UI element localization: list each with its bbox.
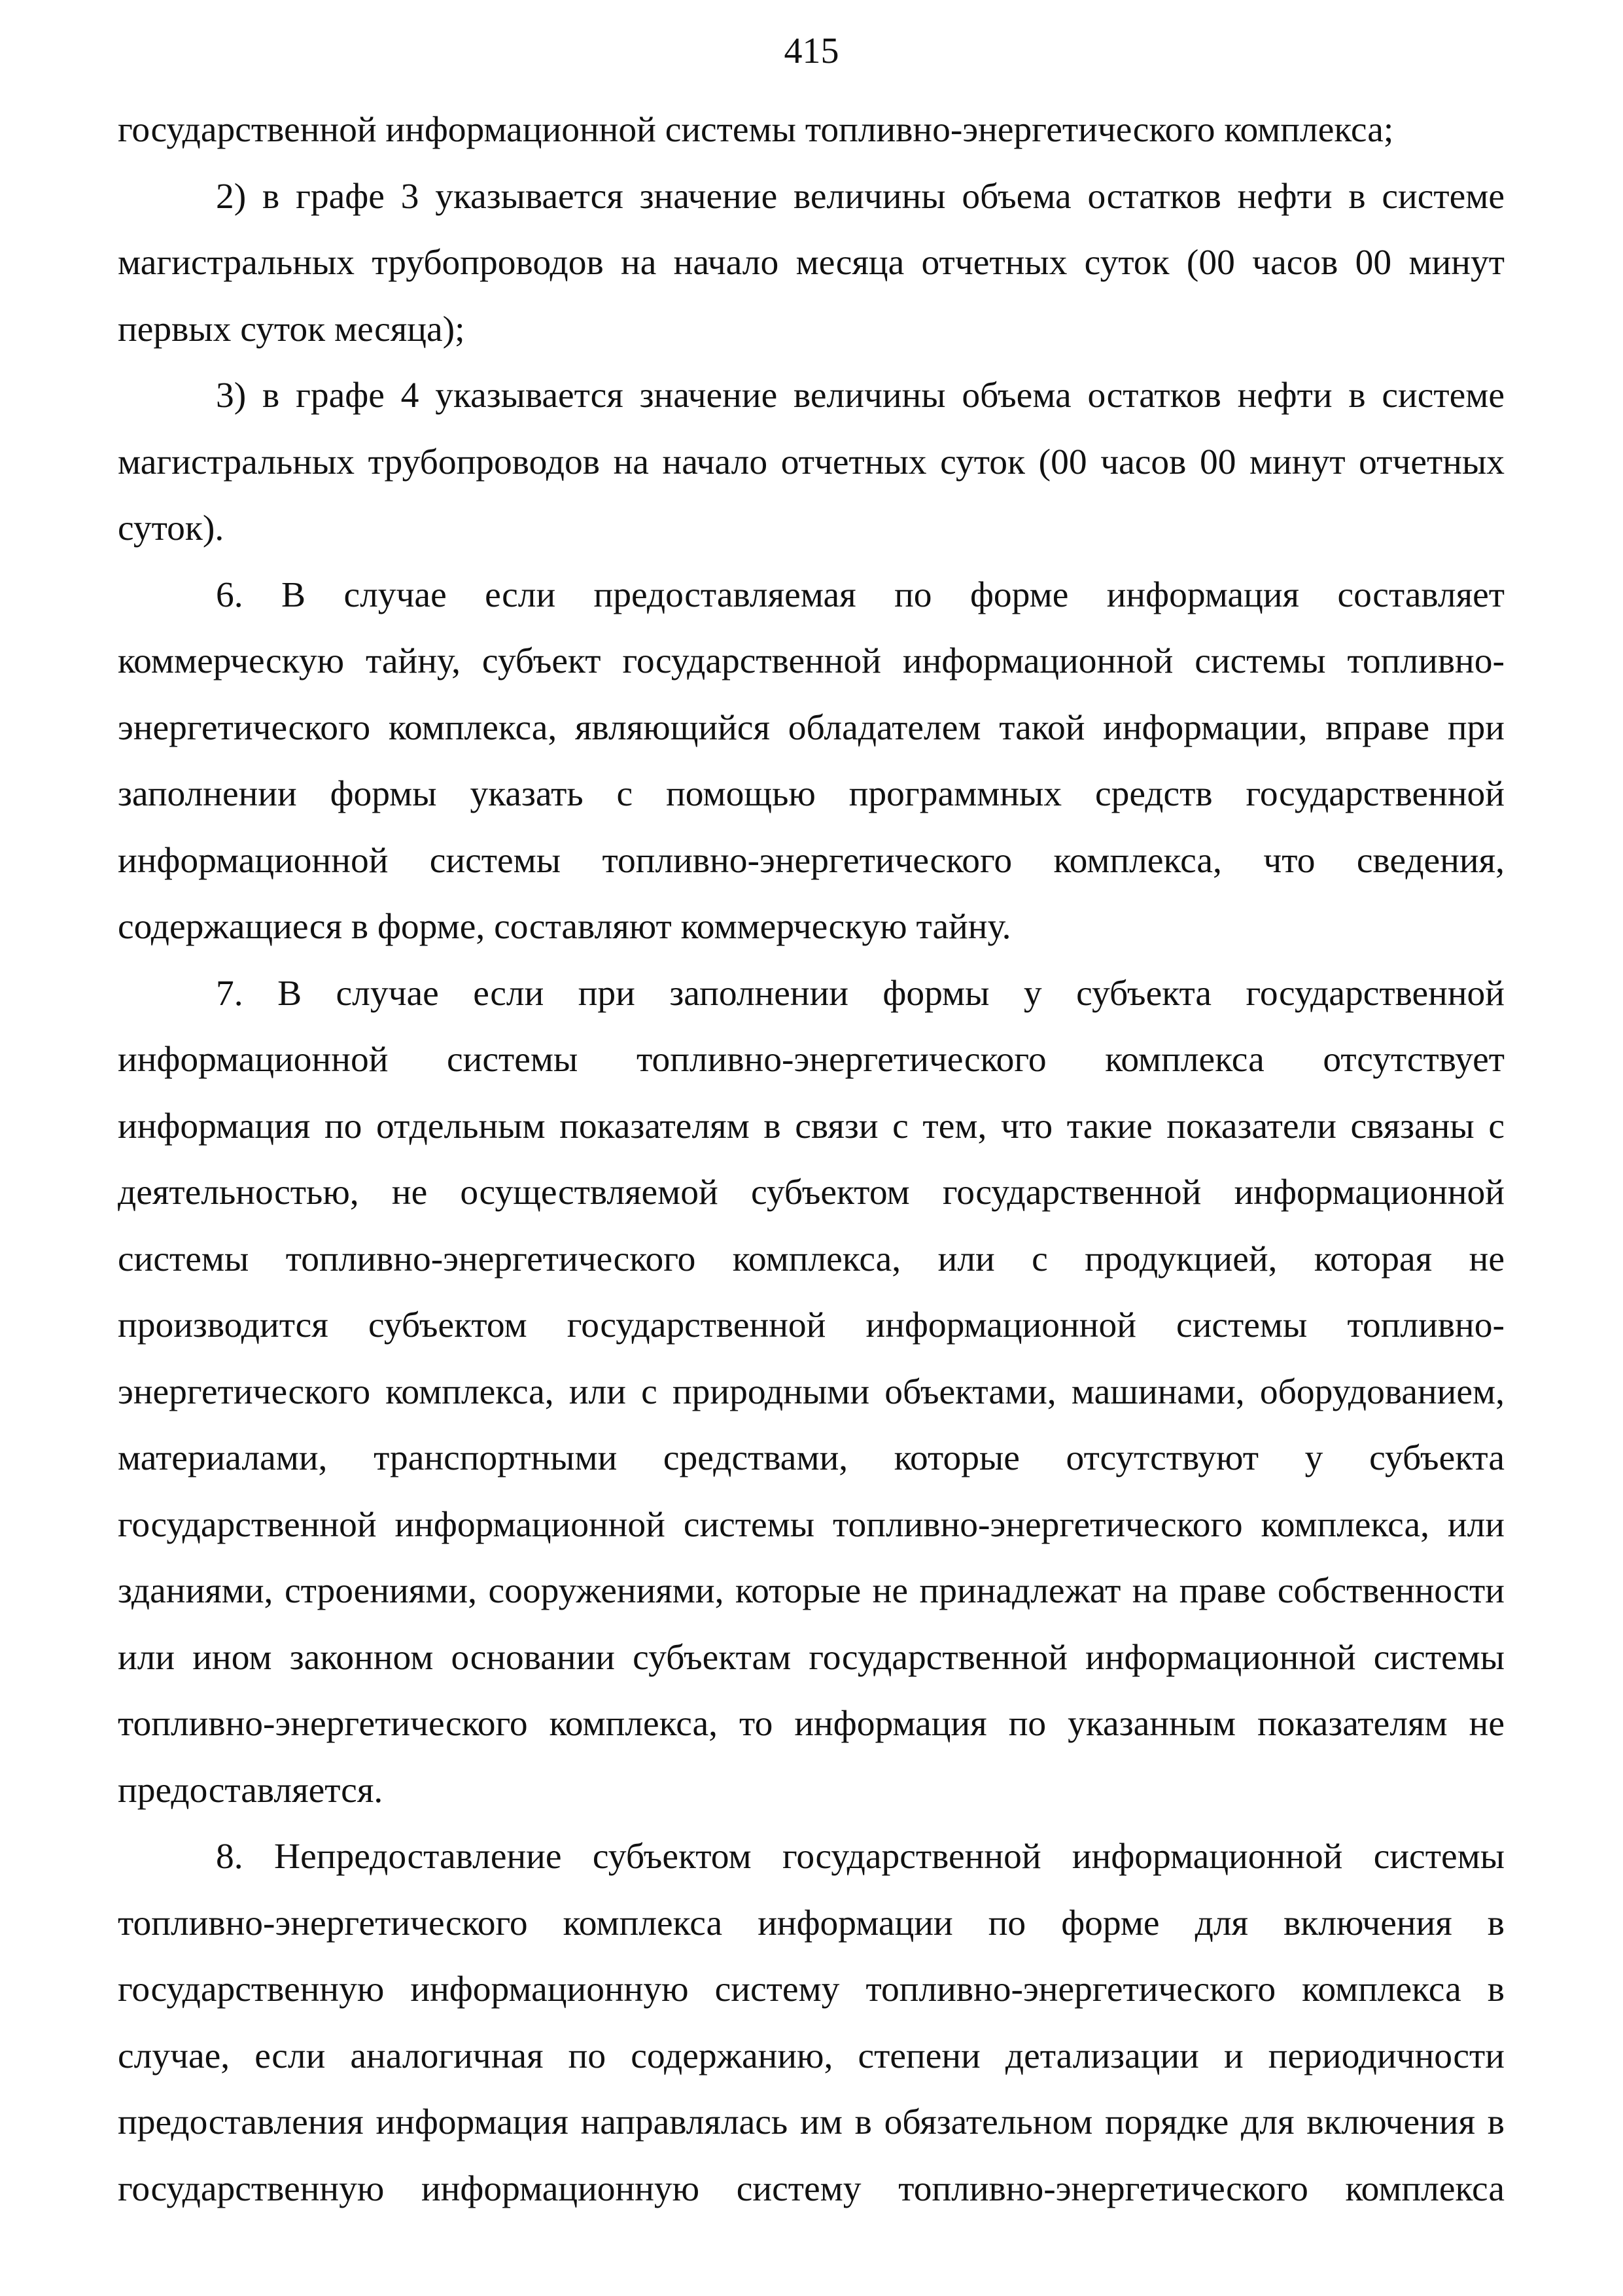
document-body xyxy=(118,97,1505,2222)
paragraph-6: 6. В случае если предоставляемая по форме информация составляет коммерческую тайну, субъект государственной информационной системы топливно-энергетического комплекса, являющийся обладателем такой информации, вправе при заполнении формы указать с помощью программных средств государственной информационной системы топливно-энергетического комплекса, что сведения, содержащиеся в форме, составляют коммерческую тайну. xyxy=(118,574,1505,947)
page-number: 415 xyxy=(784,31,839,71)
paragraph-7: 7. В случае если при заполнении формы у субъекта государственной информационной системы топливно-энергетического комплекса отсутствует информация по отдельным показателям в связи с тем, что такие показатели связаны с деятельностью, не осуществляемой субъектом государственной информационной системы топливно-энергетического комплекса, или с продукцией, которая не производится субъектом государственной информационной системы топливно-энергетического комплекса, или с природными объектами, машинами, оборудованием, материалами, транспортными средствами, которые отсутствуют у субъекта государственной информационной системы топливно-энергетического комплекса, или зданиями, строениями, сооружениями, которые не принадлежат на праве собственности или ином законном основании субъектам государственной информационной системы топливно-энергетического комплекса, то информация по указанным показателям не предоставляется. xyxy=(118,973,1505,1810)
paragraph-8: 8. Непредоставление субъектом государственной информационной системы топливно-энергетического комплекса информации по форме для включения в государственную информационную систему топливно-энергетического комплекса в случае, если аналогичная по содержанию, степени детализации и периодичности предоставления информация направлялась им в обязательном порядке для включения в государственную информационную систему топливно-энергетического комплекса xyxy=(118,1837,1505,2209)
paragraph-continuation: государственной информационной системы топливно-энергетического комплекса; xyxy=(118,110,1394,150)
paragraph-item-2: 2) в графе 3 указывается значение величины объема остатков нефти в системе магистральных трубопроводов на начало месяца отчетных суток (00 часов 00 минут первых суток месяца); xyxy=(118,176,1505,349)
paragraph-item-3: 3) в графе 4 указывается значение величины объема остатков нефти в системе магистральных трубопроводов на начало отчетных суток (00 часов 00 минут отчетных суток). xyxy=(118,376,1505,548)
